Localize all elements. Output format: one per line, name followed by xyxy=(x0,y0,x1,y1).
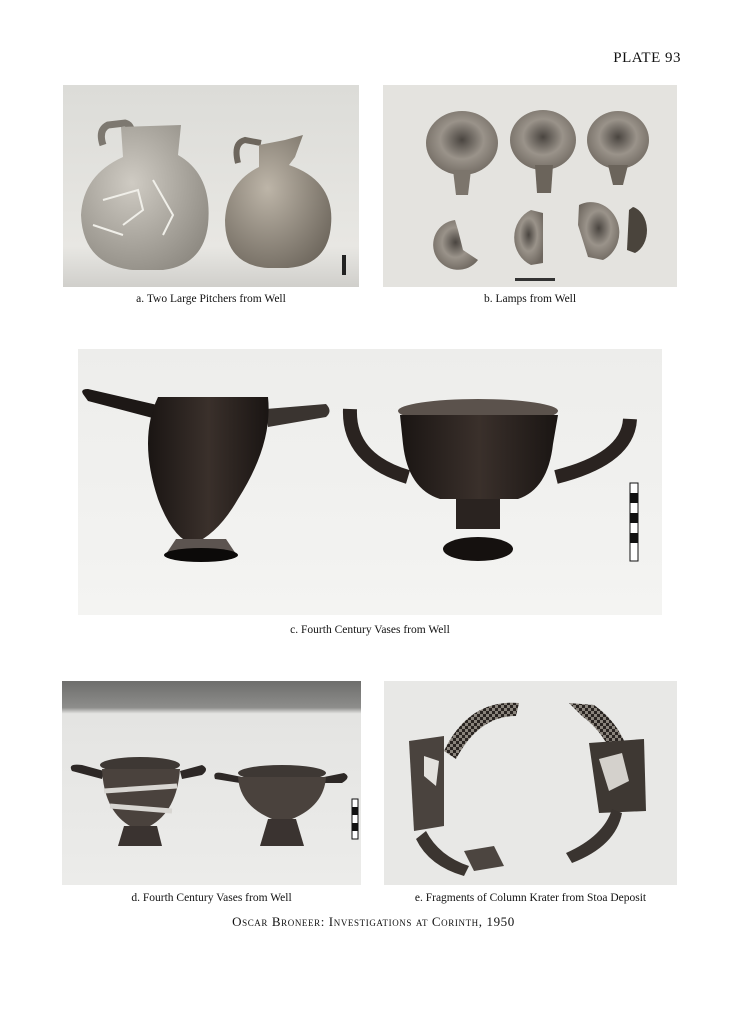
caption-c: c. Fourth Century Vases from Well xyxy=(290,624,450,636)
footer-credit: Oscar Broneer: Investigations at Corinth, 1950 xyxy=(232,914,515,929)
photo-a-pitchers xyxy=(63,85,359,287)
photo-c-vases xyxy=(78,349,662,615)
caption-a: a. Two Large Pitchers from Well xyxy=(136,293,286,305)
plate-number: PLATE 93 xyxy=(613,50,681,66)
caption-e: e. Fragments of Column Krater from Stoa Deposit xyxy=(414,892,647,904)
caption-b: b. Lamps from Well xyxy=(483,293,577,305)
photo-e-krater-fragments xyxy=(384,681,677,885)
photo-d-vases xyxy=(62,681,361,885)
photo-b-lamps xyxy=(383,85,677,287)
caption-d: d. Fourth Century Vases from Well xyxy=(131,892,292,904)
